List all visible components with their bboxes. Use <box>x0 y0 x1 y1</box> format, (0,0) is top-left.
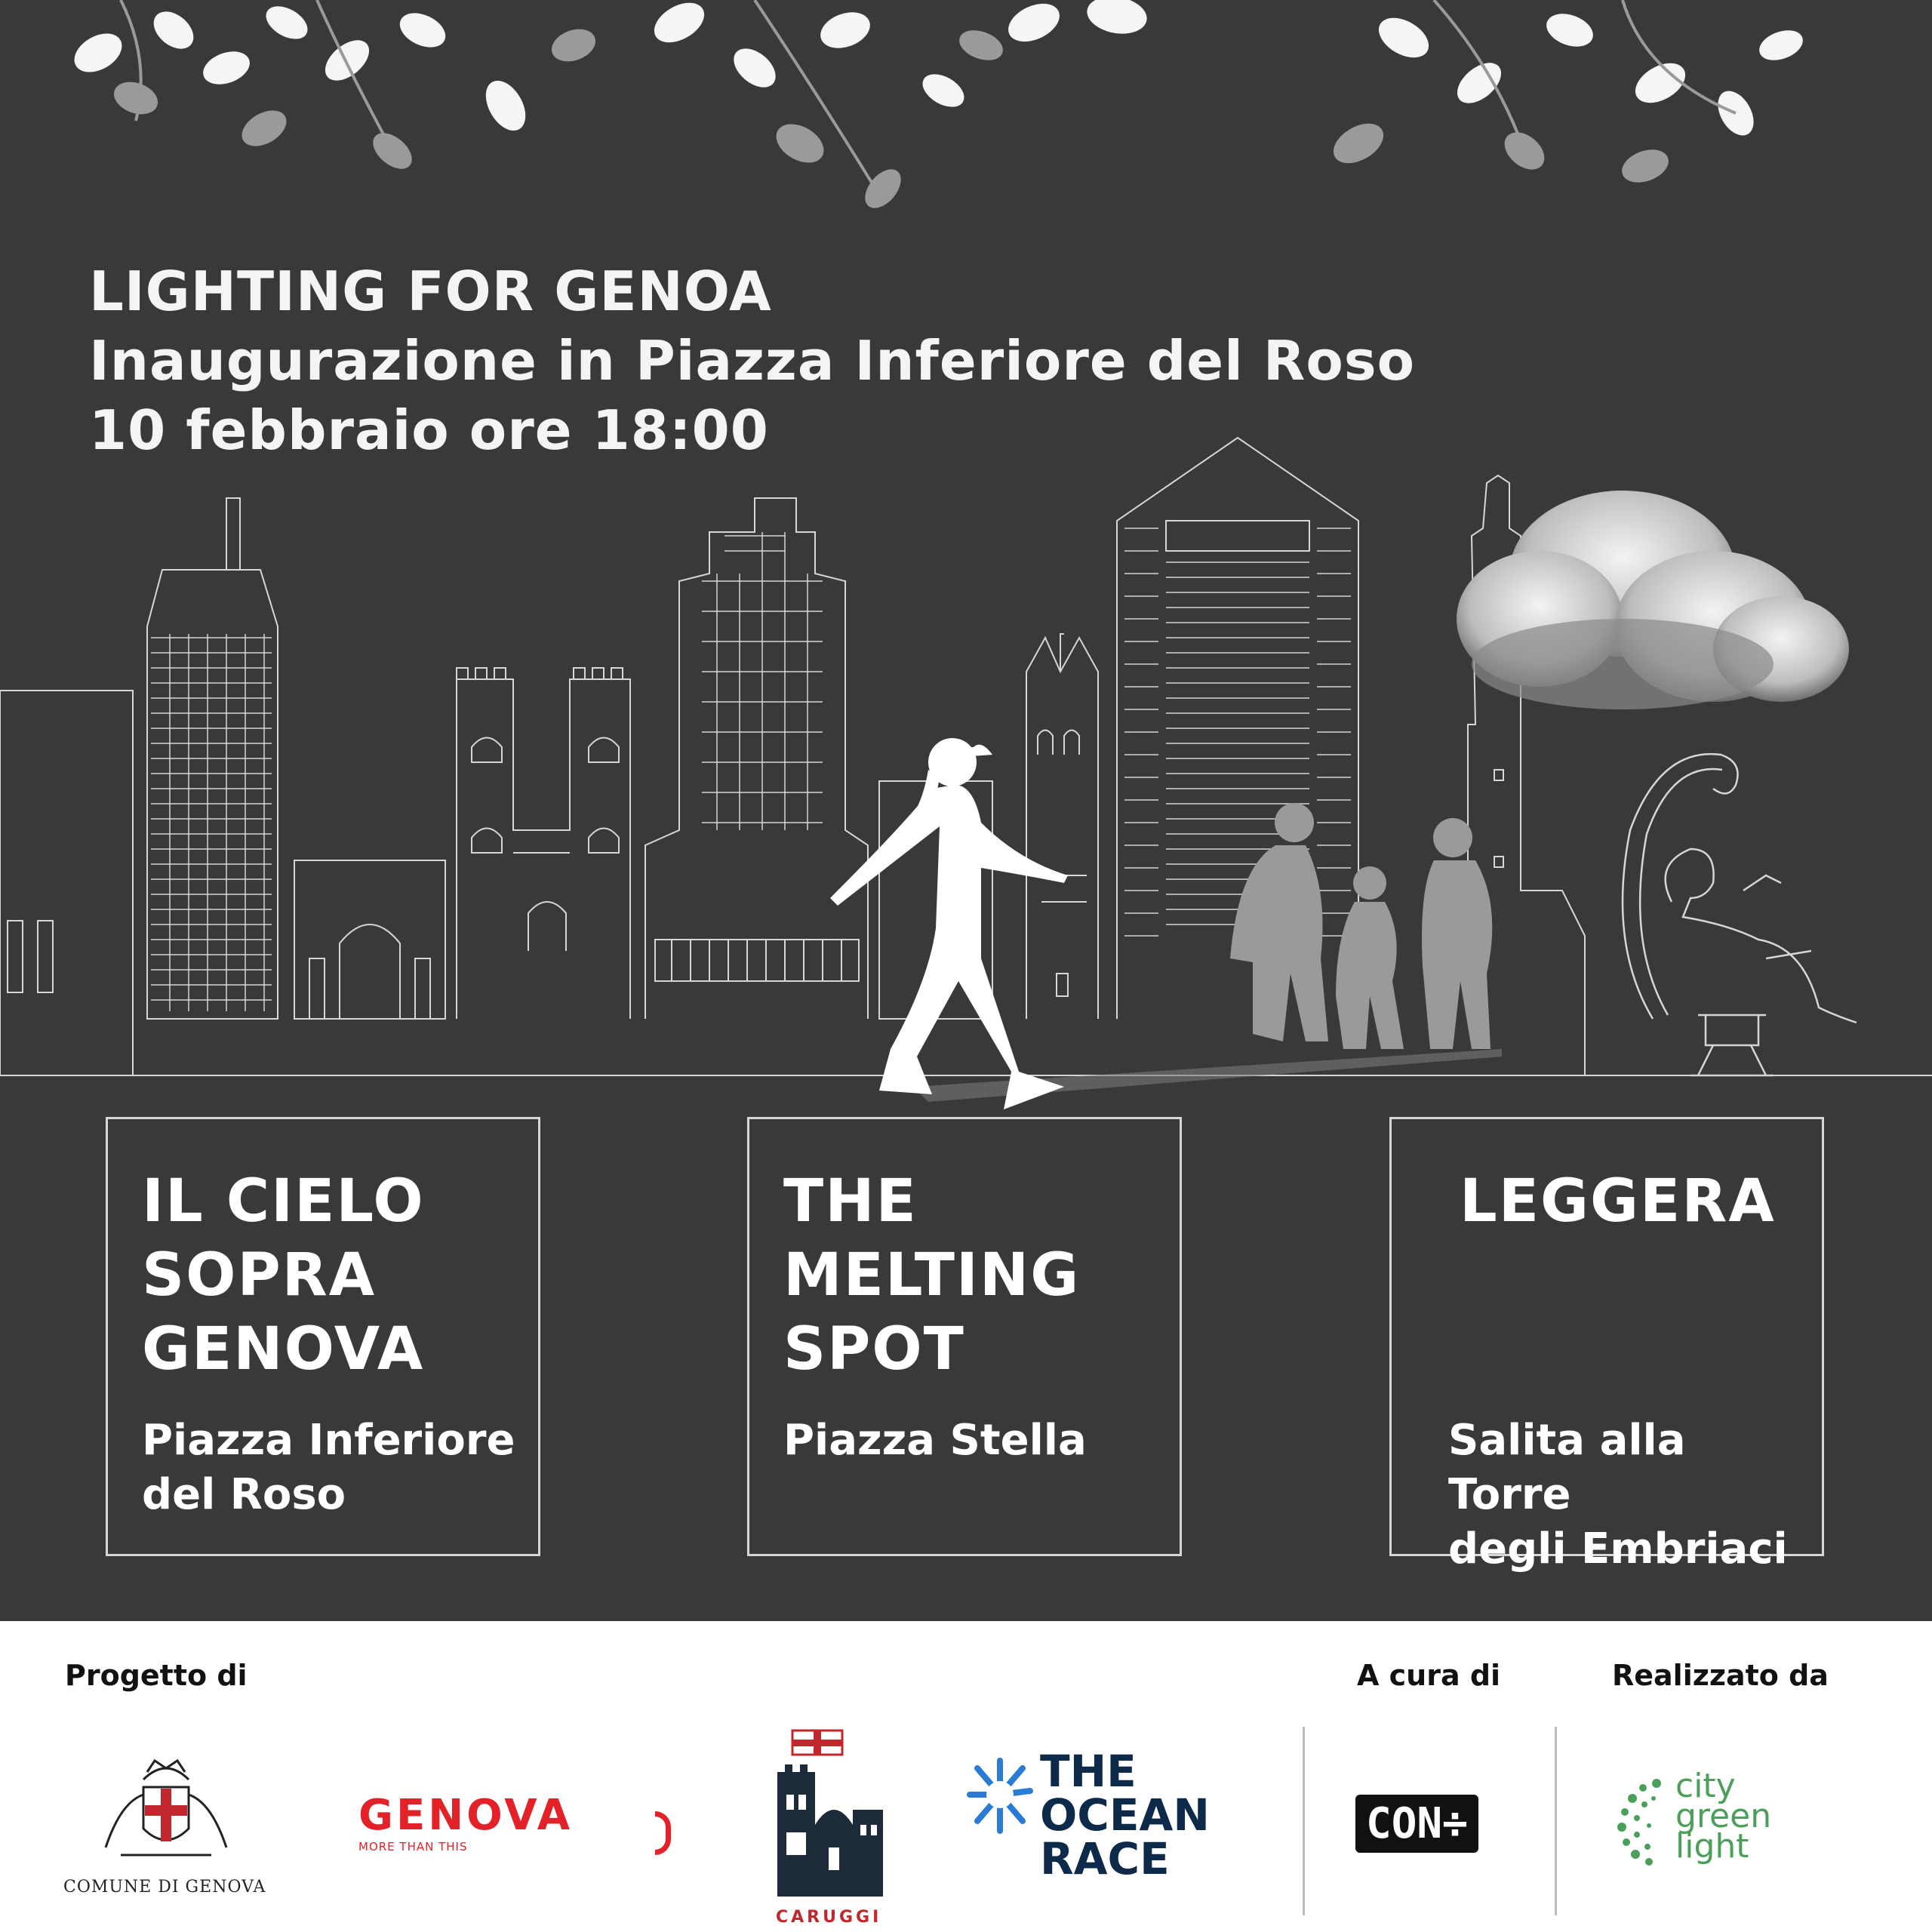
installation-card-leggera <box>1389 1117 1824 1574</box>
cgl-text-line: city <box>1675 1767 1736 1805</box>
installation-title-line: MELTING <box>783 1241 1081 1309</box>
progetto-label: Progetto di <box>65 1659 248 1692</box>
installation-location <box>1448 1414 1822 1577</box>
installation-title-line: IL CIELO <box>142 1168 425 1235</box>
installation-location-line: Piazza Stella <box>783 1416 1087 1465</box>
caruggi-logo <box>770 1727 891 1930</box>
installation-location-line: degli Embriaci <box>1448 1524 1788 1574</box>
cgl-text-line: green <box>1675 1797 1772 1835</box>
cura-label: A cura di <box>1357 1659 1501 1692</box>
footer-divider <box>1555 1727 1557 1915</box>
installation-title-line: SPOT <box>783 1315 965 1383</box>
installation-title <box>142 1164 425 1386</box>
ocean-race-text-line: THE <box>1040 1746 1137 1797</box>
installation-title <box>783 1164 1080 1386</box>
installation-title-line: GENOVA <box>142 1315 425 1383</box>
installation-title-line: THE <box>783 1168 918 1235</box>
genova-bracket-icon <box>655 1811 671 1855</box>
city-green-light-text <box>1675 1767 1772 1866</box>
genova-logo-word: GENOVA <box>358 1791 574 1840</box>
event-datetime: 10 febbraio ore 18:00 <box>89 398 769 462</box>
installation-location <box>783 1414 1087 1468</box>
event-subtitle: Inaugurazione in Piazza Inferiore del Roso <box>89 329 1416 392</box>
green-dots-icon <box>1611 1768 1679 1874</box>
comune-text: COMUNE DI GENOVA <box>63 1878 266 1897</box>
caruggi-tower-icon <box>770 1727 891 1897</box>
ocean-race-text-line: OCEAN <box>1040 1789 1210 1841</box>
installation-title-line: LEGGERA <box>1460 1168 1776 1235</box>
caruggi-text: CARUGGI <box>776 1908 882 1927</box>
genova-logo-sub: MORE THAN THIS <box>358 1840 468 1854</box>
con-logo: CON÷ <box>1355 1795 1478 1853</box>
installation-title <box>1460 1164 1776 1238</box>
installation-title-line: SOPRA <box>142 1241 377 1309</box>
installation-card-melting-spot <box>747 1117 1182 1556</box>
cloud-illustration <box>1457 491 1849 709</box>
event-title: LIGHTING FOR GENOA <box>89 260 772 323</box>
leaves-decoration <box>68 0 1807 215</box>
sponsors-footer <box>0 1621 1932 1932</box>
installation-location-line: Salita alla Torre <box>1448 1416 1686 1519</box>
installation-location <box>142 1414 515 1522</box>
footer-divider <box>1303 1727 1305 1915</box>
installation-location-line: del Roso <box>142 1470 346 1519</box>
installation-card-il-cielo <box>106 1117 540 1556</box>
ocean-race-text <box>1040 1746 1210 1884</box>
installation-location-line: Piazza Inferiore <box>142 1416 515 1465</box>
ocean-race-text-line: RACE <box>1040 1833 1170 1884</box>
comune-di-genova-logo <box>60 1749 272 1900</box>
event-title-block <box>89 257 1415 465</box>
genova-more-than-this-logo <box>358 1791 573 1854</box>
coat-of-arms-icon <box>60 1749 272 1870</box>
people-silhouettes <box>830 738 1502 1109</box>
realizzato-label: Realizzato da <box>1612 1659 1829 1692</box>
ocean-race-burst-icon <box>966 1749 1034 1840</box>
cgl-text-line: light <box>1675 1827 1749 1866</box>
bench-reader-illustration <box>1623 754 1857 1075</box>
